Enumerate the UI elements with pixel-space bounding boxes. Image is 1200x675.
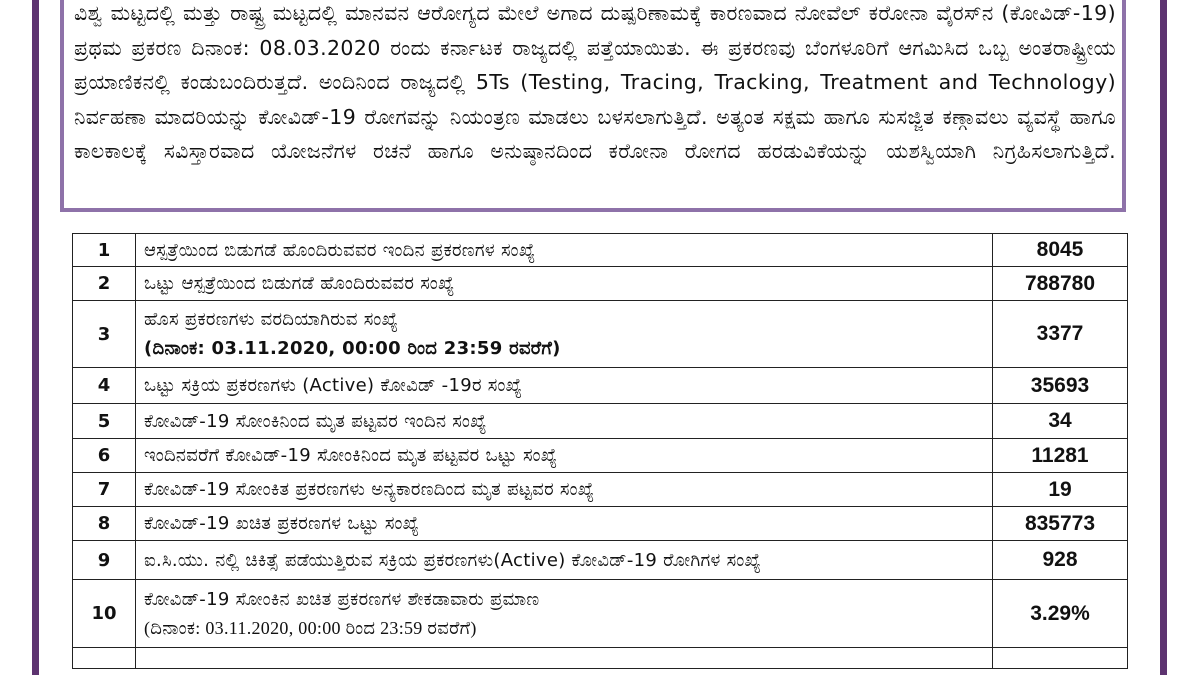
row-number: 2 bbox=[73, 267, 136, 301]
row-number: 6 bbox=[73, 439, 136, 473]
row-label bbox=[136, 648, 993, 669]
row-number: 9 bbox=[73, 541, 136, 580]
table-row bbox=[73, 267, 1128, 301]
page-frame-left bbox=[32, 0, 39, 675]
intro-paragraph: ವಿಶ್ವ ಮಟ್ಟದಲ್ಲಿ ಮತ್ತು ರಾಷ್ಟ್ರ ಮಟ್ಟದಲ್ಲಿ ಮಾನವನ ಆರೋಗ್ಯದ ಮೇಲೆ ಅಗಾದ ದುಷ್ಪರಿಣಾಮಕ್ಕೆ ಕಾರಣವಾದ ನೋವೆಲ್ ಕರೋನಾ ವೈರಸ್‌ನ (ಕೋವಿಡ್-19) ಪ್ರಥಮ ಪ್ರಕರಣ ದಿನಾಂಕ: 08.03.2020 ರಂದು ಕರ್ನಾಟಕ ರಾಜ್ಯದಲ್ಲಿ ಪತ್ತೆಯಾಯಿತು. ಈ ಪ್ರಕರಣವು ಬೆಂಗಳೂರಿಗೆ ಆಗಮಿಸಿದ ಒಬ್ಬ ಅಂತರಾಷ್ಟ್ರೀಯ ಪ್ರಯಾಣಿಕನಲ್ಲಿ ಕಂಡುಬಂದಿರುತ್ತದೆ. ಅಂದಿನಿಂದ ರಾಜ್ಯದಲ್ಲಿ 5Ts (Testing, Tracing, Tracking, Treatment and Technology) ನಿರ್ವಹಣಾ ಮಾದರಿಯನ್ನು ಕೋವಿಡ್-19 ರೋಗವನ್ನು ನಿಯಂತ್ರಣ ಮಾಡಲು ಬಳಸಲಾಗುತ್ತಿದೆ. ಅತ್ಯಂತ ಸಕ್ಷಮ ಹಾಗೂ ಸುಸಜ್ಜಿತ ಕಣ್ಗಾವಲು ವ್ಯವಸ್ಥೆ ಹಾಗೂ ಕಾಲಕಾಲಕ್ಕೆ ಸವಿಸ್ತಾರವಾದ ಯೋಜನೆಗಳ ರಚನೆ ಹಾಗೂ ಅನುಷ್ಠಾನದಿಂದ ಕರೋನಾ ರೋಗದ ಹರಡುವಿಕೆಯನ್ನು ಯಶಸ್ವಿಯಾಗಿ ನಿಗ್ರಹಿಸಲಾಗುತ್ತಿದೆ. bbox=[74, 1, 1116, 163]
row-label: ಕೋವಿಡ್-19 ಸೋಂಕಿನಿಂದ ಮೃತ ಪಟ್ಟವರ ಇಂದಿನ ಸಂಖ್ಯೆ bbox=[136, 404, 993, 439]
row-date-range: (ದಿನಾಂಕ: 03.11.2020, 00:00 ರಿಂದ 23:59 ರವರೆಗೆ) bbox=[144, 617, 477, 638]
row-value: 788780 bbox=[993, 267, 1128, 301]
row-number: 1 bbox=[73, 234, 136, 267]
row-label: ಕೋವಿಡ್-19 ಸೋಂಕಿನ ಖಚಿತ ಪ್ರಕರಣಗಳ ಶೇಕಡಾವಾರು ಪ್ರಮಾಣ bbox=[144, 588, 540, 610]
row-value: 11281 bbox=[993, 439, 1128, 473]
row-label: ಇಂದಿನವರೆಗೆ ಕೋವಿಡ್-19 ಸೋಂಕಿನಿಂದ ಮೃತ ಪಟ್ಟವರ ಒಟ್ಟು ಸಂಖ್ಯೆ bbox=[136, 439, 993, 473]
row-value: 835773 bbox=[993, 507, 1128, 541]
row-label: ಆಸ್ಪತ್ರೆಯಿಂದ ಬಿಡುಗಡೆ ಹೊಂದಿರುವವರ ಇಂದಿನ ಪ್ರಕರಣಗಳ ಸಂಖ್ಯೆ bbox=[136, 234, 993, 267]
row-number: 10 bbox=[73, 580, 136, 648]
row-number: 8 bbox=[73, 507, 136, 541]
row-label: ಐ.ಸಿ.ಯು. ನಲ್ಲಿ ಚಿಕಿತ್ಸೆ ಪಡೆಯುತ್ತಿರುವ ಸಕ್ರಿಯ ಪ್ರಕರಣಗಳು(Active) ಕೋವಿಡ್-19 ರೋಗಿಗಳ ಸಂಖ್ಯೆ bbox=[136, 541, 993, 580]
row-label: ಒಟ್ಟು ಆಸ್ಪತ್ರೆಯಿಂದ ಬಿಡುಗಡೆ ಹೊಂದಿರುವವರ ಸಂಖ್ಯೆ bbox=[136, 267, 993, 301]
row-number: 3 bbox=[73, 301, 136, 368]
table-row bbox=[73, 234, 1128, 267]
row-label: ಕೋವಿಡ್-19 ಸೋಂಕಿತ ಪ್ರಕರಣಗಳು ಅನ್ಯಕಾರಣದಿಂದ ಮೃತ ಪಟ್ಟವರ ಸಂಖ್ಯೆ bbox=[136, 473, 993, 507]
row-value bbox=[993, 648, 1128, 669]
row-value: 34 bbox=[993, 404, 1128, 439]
table-row bbox=[73, 473, 1128, 507]
table-row bbox=[73, 404, 1128, 439]
row-value: 3.29% bbox=[993, 580, 1128, 648]
table-row-partial bbox=[73, 648, 1128, 669]
table-row bbox=[73, 439, 1128, 473]
intro-box bbox=[60, 0, 1126, 212]
row-label-cell bbox=[136, 301, 993, 368]
table-row bbox=[73, 368, 1128, 404]
table-row bbox=[73, 580, 1128, 648]
row-value: 928 bbox=[993, 541, 1128, 580]
row-number: 4 bbox=[73, 368, 136, 404]
row-number bbox=[73, 648, 136, 669]
row-number: 5 bbox=[73, 404, 136, 439]
row-value: 35693 bbox=[993, 368, 1128, 404]
table-row bbox=[73, 301, 1128, 368]
page-frame-right bbox=[1160, 0, 1167, 675]
row-date-range: (ದಿನಾಂಕ: 03.11.2020, 00:00 ರಿಂದ 23:59 ರವರೆಗೆ) bbox=[144, 338, 561, 359]
covid-stats-table bbox=[72, 233, 1128, 669]
row-value: 3377 bbox=[993, 301, 1128, 368]
row-label: ಕೋವಿಡ್-19 ಖಚಿತ ಪ್ರಕರಣಗಳ ಒಟ್ಟು ಸಂಖ್ಯೆ bbox=[136, 507, 993, 541]
row-value: 8045 bbox=[993, 234, 1128, 267]
row-label: ಹೊಸ ಪ್ರಕರಣಗಳು ವರದಿಯಾಗಿರುವ ಸಂಖ್ಯೆ bbox=[144, 309, 399, 330]
row-label-cell bbox=[136, 580, 993, 648]
row-value: 19 bbox=[993, 473, 1128, 507]
table-row bbox=[73, 507, 1128, 541]
row-number: 7 bbox=[73, 473, 136, 507]
table-row bbox=[73, 541, 1128, 580]
row-label: ಒಟ್ಟು ಸಕ್ರಿಯ ಪ್ರಕರಣಗಳು (Active) ಕೋವಿಡ್ -19ರ ಸಂಖ್ಯೆ bbox=[136, 368, 993, 404]
